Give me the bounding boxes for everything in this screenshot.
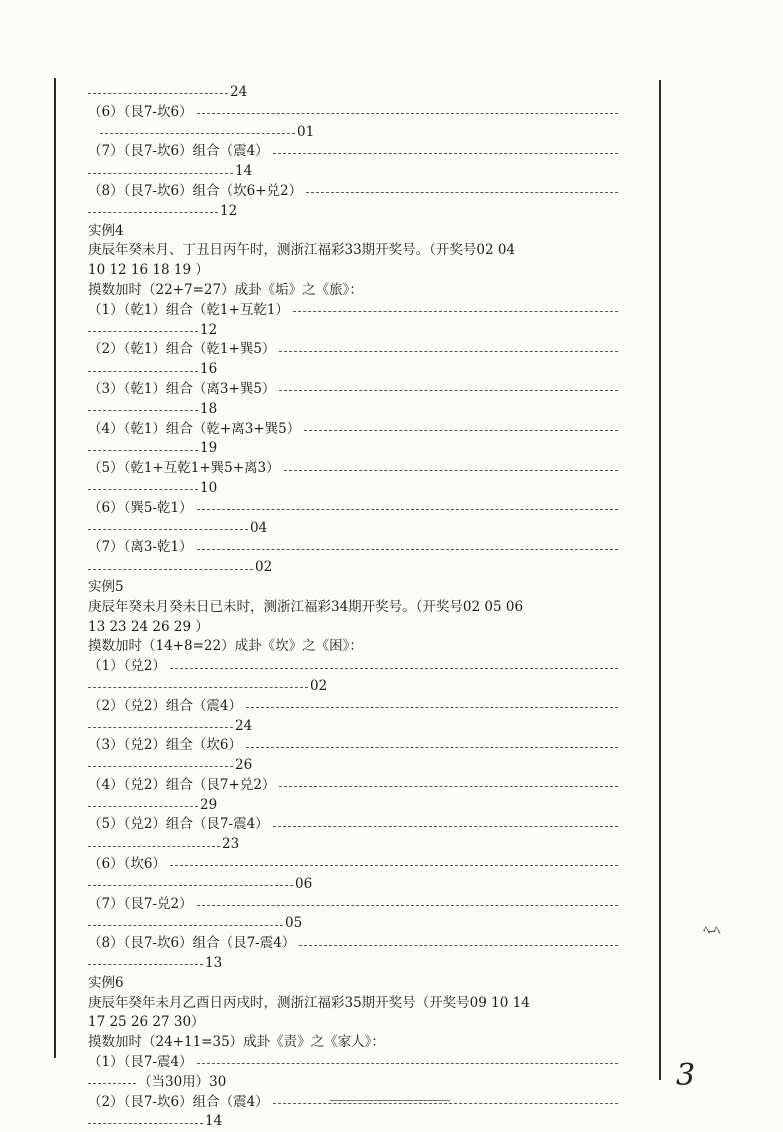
text-line xyxy=(88,281,618,301)
dash-leader xyxy=(88,331,198,332)
item-line xyxy=(88,340,618,360)
plain-text: 实例6 xyxy=(88,974,124,991)
lottery-number: 16 xyxy=(200,361,218,378)
dash-leader xyxy=(279,351,618,352)
dash-leader xyxy=(88,885,293,886)
number-line xyxy=(88,1112,618,1132)
number-line xyxy=(88,796,618,816)
item-line xyxy=(88,499,618,519)
number-line xyxy=(88,1073,618,1093)
lottery-number: 12 xyxy=(220,202,238,219)
number-line xyxy=(88,519,618,539)
text-line xyxy=(88,974,618,994)
dash-leader xyxy=(88,1123,203,1124)
lottery-number: 23 xyxy=(222,836,240,853)
dash-leader xyxy=(306,192,618,193)
text-line xyxy=(88,618,618,638)
item-line xyxy=(88,776,618,796)
item-text: （3）（乾1）组合（离3+巽5） xyxy=(88,380,276,397)
item-line xyxy=(88,697,618,717)
item-line xyxy=(88,538,618,558)
item-text: （2）（艮7-坎6）组合（震4） xyxy=(88,1093,269,1110)
number-line xyxy=(88,479,618,499)
item-line xyxy=(88,380,618,400)
plain-text: 实例5 xyxy=(88,578,124,595)
lottery-number: （当30用）30 xyxy=(138,1073,227,1090)
dash-leader xyxy=(197,549,618,550)
lottery-number: 18 xyxy=(200,400,218,417)
plain-text: 摸数加时（22+7=27）成卦《垢》之《旅》： xyxy=(88,281,363,298)
item-line xyxy=(88,1093,618,1113)
dash-leader xyxy=(88,766,233,767)
dash-leader xyxy=(197,905,618,906)
dash-leader xyxy=(88,529,248,530)
number-line xyxy=(88,162,618,182)
item-text: （7）（艮7-坎6）组合（震4） xyxy=(88,143,269,160)
number-line xyxy=(88,321,618,341)
dash-leader xyxy=(88,212,218,213)
text-line xyxy=(88,1033,618,1053)
bottom-rule xyxy=(330,1100,450,1101)
dash-leader xyxy=(88,410,198,411)
item-text: （5）（乾1+互乾1+巽5+离3） xyxy=(88,460,280,477)
lottery-number: 05 xyxy=(285,915,303,932)
number-line xyxy=(88,954,618,974)
dash-leader xyxy=(88,806,198,807)
dash-leader xyxy=(170,668,618,669)
dash-leader xyxy=(273,153,618,154)
item-line xyxy=(88,103,618,123)
item-text: （7）（离3-乾1） xyxy=(88,539,193,556)
dash-leader xyxy=(197,509,618,510)
number-line xyxy=(88,83,618,103)
text-line xyxy=(88,598,618,618)
item-line xyxy=(88,142,618,162)
plain-text: 17 25 26 27 30） xyxy=(88,1014,205,1031)
lottery-number: 04 xyxy=(250,519,268,536)
dash-leader xyxy=(304,430,618,431)
number-line xyxy=(88,558,618,578)
dash-leader xyxy=(279,786,618,787)
text-line xyxy=(88,261,618,281)
number-line xyxy=(88,400,618,420)
plain-text: 庚辰年癸未月、丁丑日丙午时，测浙江福彩33期开奖号。（开奖号02 04 xyxy=(88,242,516,259)
lottery-number: 01 xyxy=(297,123,315,140)
dash-leader xyxy=(88,727,233,728)
dash-leader xyxy=(293,311,618,312)
lottery-number: 06 xyxy=(295,875,313,892)
text-line xyxy=(88,222,618,242)
lottery-number: 10 xyxy=(200,479,218,496)
item-text: （3）（兑2）组全（坎6） xyxy=(88,737,243,754)
item-text: （2）（乾1）组合（乾1+巽5） xyxy=(88,341,276,358)
lottery-number: 29 xyxy=(200,796,218,813)
plain-text: 庚辰年癸未月癸未日已未时，测浙江福彩34期开奖号。（开奖号02 05 06 xyxy=(88,598,524,615)
dash-leader xyxy=(88,925,283,926)
document-body xyxy=(88,83,618,1132)
item-text: （8）（艮7-坎6）组合（艮7-震4） xyxy=(88,935,296,952)
right-border-line xyxy=(659,80,661,1080)
lottery-number: 13 xyxy=(205,955,223,972)
left-border-line xyxy=(54,78,56,1058)
item-line xyxy=(88,934,618,954)
item-text: （1）（乾1）组合（乾1+互乾1） xyxy=(88,301,289,318)
lottery-number: 02 xyxy=(310,677,328,694)
item-text: （4）（兑2）组合（艮7+兑2） xyxy=(88,776,276,793)
dash-leader xyxy=(88,1083,136,1084)
dash-leader xyxy=(170,865,618,866)
item-line xyxy=(88,815,618,835)
item-text: （1）（兑2） xyxy=(88,658,166,675)
dash-leader xyxy=(100,133,295,134)
item-text: （7）（艮7-兑2） xyxy=(88,895,193,912)
dash-leader xyxy=(88,173,233,174)
pencil-scribble: ﾍ--ﾍ xyxy=(703,923,719,939)
item-text: （2）（兑2）组合（震4） xyxy=(88,697,243,714)
number-line xyxy=(88,756,618,776)
number-line xyxy=(88,717,618,737)
dash-leader xyxy=(88,371,198,372)
number-line xyxy=(88,202,618,222)
number-line xyxy=(88,439,618,459)
plain-text: 摸数加时（24+11=35）成卦《责》之《家人》： xyxy=(88,1034,385,1051)
item-text: （6）（艮7-坎6） xyxy=(88,103,193,120)
dash-leader xyxy=(273,1103,618,1104)
number-line xyxy=(88,677,618,697)
item-line xyxy=(88,182,618,202)
item-line xyxy=(88,420,618,440)
number-line xyxy=(88,835,618,855)
lottery-number: 24 xyxy=(235,717,253,734)
dash-leader xyxy=(246,707,618,708)
dash-leader xyxy=(246,747,618,748)
plain-text: 庚辰年癸年未月乙酉日丙戌时，测浙江福彩35期开奖号（开奖号09 10 14 xyxy=(88,994,530,1011)
text-line xyxy=(88,578,618,598)
item-line xyxy=(88,657,618,677)
dash-leader xyxy=(88,489,198,490)
number-line xyxy=(88,360,618,380)
item-line xyxy=(88,736,618,756)
text-line xyxy=(88,637,618,657)
dash-leader xyxy=(88,964,203,965)
number-line xyxy=(88,875,618,895)
text-line xyxy=(88,1013,618,1033)
dash-leader xyxy=(88,450,198,451)
lottery-number: 02 xyxy=(255,559,273,576)
item-text: （5）（兑2）组合（艮7-震4） xyxy=(88,816,269,833)
dash-leader xyxy=(197,1063,618,1064)
plain-text: 10 12 16 18 19 ） xyxy=(88,262,209,279)
dash-leader xyxy=(284,470,618,471)
text-line xyxy=(88,241,618,261)
lottery-number: 19 xyxy=(200,440,218,457)
plain-text: 实例4 xyxy=(88,222,124,239)
plain-text: 13 23 24 26 29 ） xyxy=(88,618,209,635)
dash-leader xyxy=(88,93,228,94)
lottery-number: 24 xyxy=(230,84,248,100)
item-text: （8）（艮7-坎6）组合（坎6+兑2） xyxy=(88,182,303,199)
item-text: （4）（乾1）组合（乾+离3+巽5） xyxy=(88,420,301,437)
item-line xyxy=(88,301,618,321)
item-line xyxy=(88,855,618,875)
dash-leader xyxy=(197,113,618,114)
item-text: （6）（巽5-乾1） xyxy=(88,499,193,516)
lottery-number: 26 xyxy=(235,757,253,774)
plain-text: 摸数加时（14+8=22）成卦《坎》之《困》： xyxy=(88,638,363,655)
dash-leader xyxy=(273,826,618,827)
item-text: （1）（艮7-震4） xyxy=(88,1054,193,1071)
item-line xyxy=(88,459,618,479)
lottery-number: 12 xyxy=(200,321,218,338)
lottery-number: 14 xyxy=(205,1113,223,1130)
text-line xyxy=(88,994,618,1014)
dash-leader xyxy=(88,846,220,847)
number-line xyxy=(88,123,618,143)
item-line xyxy=(88,895,618,915)
number-line xyxy=(88,914,618,934)
item-line xyxy=(88,1053,618,1073)
dash-leader xyxy=(88,687,308,688)
dash-leader xyxy=(88,569,253,570)
dash-leader xyxy=(279,390,618,391)
dash-leader xyxy=(299,945,618,946)
item-text: （6）（坎6） xyxy=(88,856,166,873)
page-number: 3 xyxy=(676,1058,696,1093)
lottery-number: 14 xyxy=(235,163,253,180)
